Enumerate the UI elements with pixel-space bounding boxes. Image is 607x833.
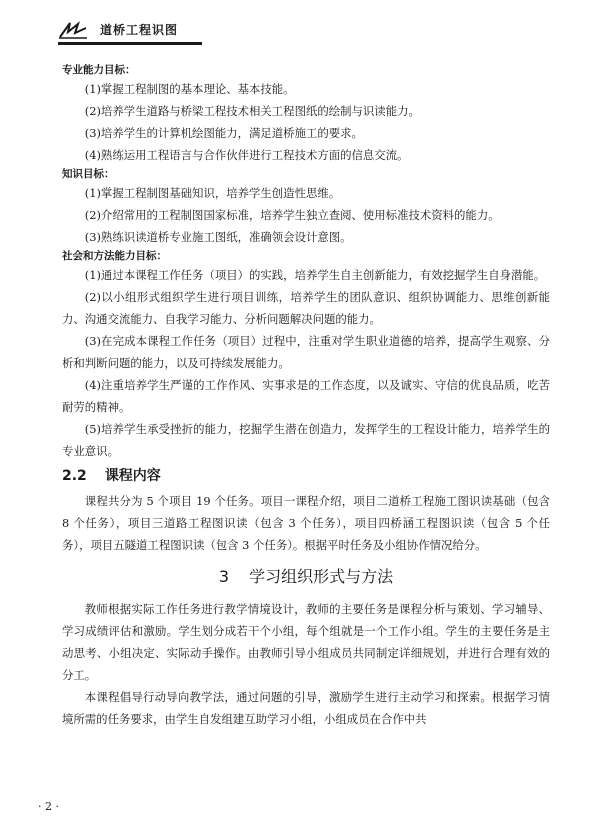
page-body <box>62 62 550 730</box>
page-number: · 2 · <box>38 800 59 813</box>
section-3-heading <box>62 560 550 596</box>
social-item-3: (3)在完成本课程工作任务（项目）过程中，注重对学生职业道德的培养，提高学生观察、分析和判断问题的能力，以及可持续发展能力。 <box>62 334 550 370</box>
professional-heading: 专业能力目标： <box>62 64 136 76</box>
professional-item-2: (2)培养学生道路与桥梁工程技术相关工程图纸的绘制与识读能力。 <box>84 104 420 118</box>
knowledge-item-2: (2)介绍常用的工程制图国家标准，培养学生独立查阅、使用标准技术资料的能力。 <box>84 208 500 222</box>
professional-item-4: (4)熟练运用工程语言与合作伙伴进行工程技术方面的信息交流。 <box>84 148 409 162</box>
social-heading: 社会和方法能力目标： <box>62 250 167 262</box>
section-3-paragraph-2: 本课程倡导行动导向教学法，通过问题的引导，激励学生进行主动学习和探索。根据学习情境所需的任务要求，由学生自发组建互助学习小组，小组成员在合作中共 <box>62 690 550 726</box>
social-item-5: (5)培养学生承受挫折的能力，挖掘学生潜在创造力，发挥学生的工程设计能力，培养学生的专业意识。 <box>62 422 550 458</box>
section-3-number: 3 <box>218 567 230 586</box>
section-3-title: 学习组织形式与方法 <box>249 567 394 586</box>
section-2-2-number: 2.2 <box>62 468 87 484</box>
bridge-logo-icon <box>58 20 88 40</box>
knowledge-item-1: (1)掌握工程制图基础知识，培养学生创造性思维。 <box>84 186 341 200</box>
section-2-2-title: 课程内容 <box>104 468 161 484</box>
knowledge-heading: 知识目标： <box>62 168 115 180</box>
header-title: 道桥工程识图 <box>100 23 179 37</box>
knowledge-item-3: (3)熟练识读道桥专业施工图纸，准确领会设计意图。 <box>84 230 352 244</box>
running-header <box>58 18 202 44</box>
social-item-2: (2)以小组形式组织学生进行项目训练，培养学生的团队意识、组织协调能力、思维创新能力、沟通交流能力、自我学习能力、分析问题解决问题的能力。 <box>62 290 550 326</box>
social-item-1: (1)通过本课程工作任务（项目）的实践，培养学生自主创新能力，有效挖掘学生自身潜能。 <box>84 268 546 282</box>
section-2-2-heading <box>62 464 550 490</box>
section-2-2-paragraph: 课程共分为 5 个项目 19 个任务。项目一课程介绍，项目二道桥工程施工图识读基础（包含 8 个任务），项目三道路工程图识读（包含 3 个任务），项目四桥涵工程图识读（包含 5 个任务），项目五隧道工程图识读（包含 3 个任务）。根据平时任务及小组协作情况给分。 <box>62 494 550 552</box>
section-3-paragraph-1: 教师根据实际工作任务进行教学情境设计，教师的主要任务是课程分析与策划、学习辅导、学习成绩评估和激励。学生划分成若干个小组，每个组就是一个工作小组。学生的主要任务是主动思考、小组决定、实际动手操作。由教师引导小组成员共同制定详细规划，并进行合理有效的分工。 <box>62 602 550 682</box>
header-rule <box>58 42 202 45</box>
professional-item-1: (1)掌握工程制图的基本理论、基本技能。 <box>84 82 295 96</box>
social-item-4: (4)注重培养学生严谨的工作作风、实事求是的工作态度，以及诚实、守信的优良品质，吃苦耐劳的精神。 <box>62 378 550 414</box>
professional-item-3: (3)培养学生的计算机绘图能力，满足道桥施工的要求。 <box>84 126 363 140</box>
